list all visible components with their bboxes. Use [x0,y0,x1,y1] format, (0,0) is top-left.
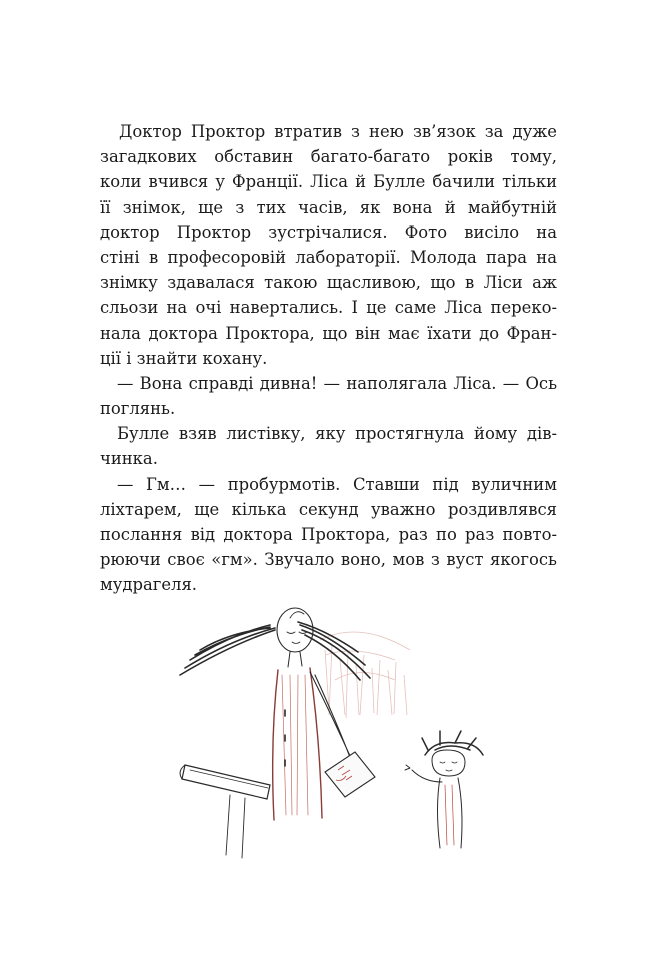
text-line: доктор Проктор зустрічалися. Фото висіло на [100,222,557,242]
text-line: мудрагеля. [100,575,197,595]
text-line: ції і знайти кохану. [100,348,268,368]
body-text [100,119,557,598]
text-line: сльози на очі навертались. І це саме Ліса переко- [100,298,557,318]
text-line: її знімок, ще з тих часів, як вона й майбутній [100,197,557,217]
text-line: рюючи своє «гм». Звучало воно, мов з вуст якогось [100,550,557,570]
text-line: стіні в професоровій лабораторії. Молода пара на [100,247,557,267]
boy-figure [405,731,483,848]
text-line: знімку здавалася такою щасливою, що в Ліси аж [100,273,557,293]
text-line: нала доктора Проктора, що він має їхати до Фран- [100,323,557,343]
pencil-sketch-illustration [150,560,530,880]
text-line: послання від доктора Проктора, раз по раз повто- [100,525,557,544]
text-line: поглянь. [100,399,176,419]
text-line: Доктор Проктор втратив з нею зв’язок за дуже [119,122,557,141]
text-line: — Гм… — пробурмотів. Ставши під вуличним [117,474,557,494]
text-line: чинка. [100,449,158,469]
text-line: коли вчився у Франції. Ліса й Булле бачили тільки [100,172,557,192]
text-line: загадкових обставин багато-багато років тому, [100,147,557,167]
text-line: — Вона справді дивна! — наполягала Ліса. — Ось [117,373,557,393]
girl-figure [180,608,370,858]
postcard [325,752,375,797]
text-line: ліхтарем, ще кілька секунд уважно роздивлявся [100,499,557,519]
text-line: Булле взяв листівку, яку простягнула йому дів- [117,424,557,444]
background-scribbles [320,632,410,718]
